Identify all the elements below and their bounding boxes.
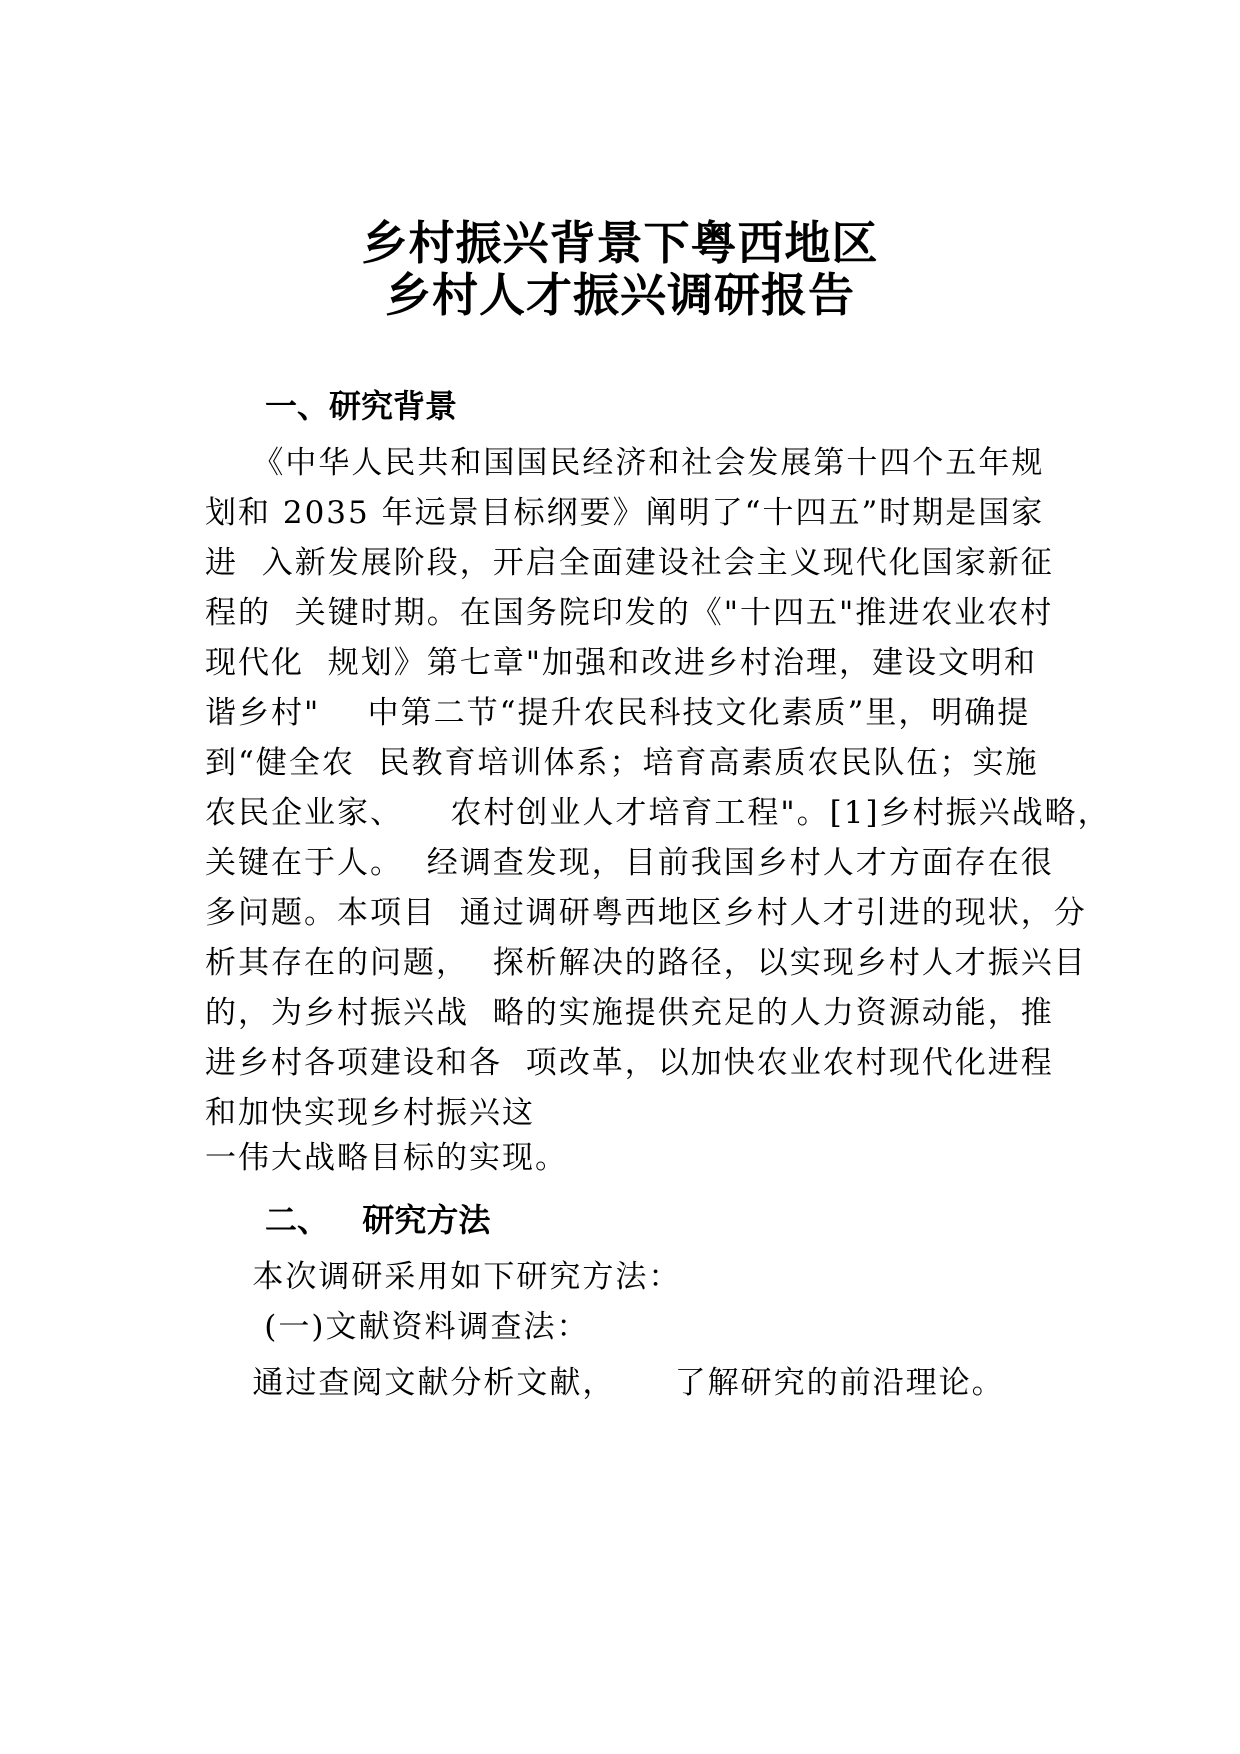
paragraph-line: 的，为乡村振兴战 略的实施提供充足的人力资源动能，推 (205, 995, 1054, 1031)
paragraph-line: 关键在于人。 经调查发现，目前我国乡村人才方面存在很 (205, 845, 1054, 881)
paragraph-line: 和加快实现乡村振兴这 (205, 1095, 535, 1131)
section-heading-background: 一、研究背景 (265, 387, 458, 425)
paragraph-line: 通过查阅文献分析文献， 了解研究的前沿理论。 (205, 1365, 1005, 1401)
paragraph-line: 谐乡村" 中第二节“提升农民科技文化素质”里，明确提 (205, 695, 1031, 731)
paragraph-line: 进 入新发展阶段，开启全面建设社会主义现代化国家新征 (205, 545, 1054, 581)
paragraph-line: 到“健全农 民教育培训体系；培育高素质农民队伍；实施 (205, 745, 1039, 781)
paragraph-line: 程的 关键时期。在国务院印发的《"十四五"推进农业农村 (205, 595, 1054, 631)
paragraph-line: (一)文献资料调查法： (205, 1309, 590, 1345)
paragraph-line: 多问题。本项目 通过调研粤西地区乡村人才引进的现状，分 (205, 895, 1087, 931)
paragraph-line: 析其存在的问题， 探析解决的路径，以实现乡村人才振兴目 (205, 945, 1087, 981)
paragraph-line: 一伟大战略目标的实现。 (205, 1140, 568, 1176)
document-title-line-1: 乡村振兴背景下粤西地区 (361, 216, 879, 270)
paragraph-line: 进乡村各项建设和各 项改革，以加快农业农村现代化进程 (205, 1045, 1054, 1081)
document-title-line-2: 乡村人才振兴调研报告 (385, 268, 855, 322)
section-heading-methods: 二、 研究方法 (265, 1201, 491, 1239)
paragraph-line: 现代化 规划》第七章"加强和改进乡村治理，建设文明和 (205, 645, 1037, 681)
paragraph-line: 划和 2035 年远景目标纲要》阐明了“十四五”时期是国家 (205, 495, 1045, 531)
paragraph-line: 本次调研采用如下研究方法： (205, 1259, 682, 1295)
paragraph-line: 农民企业家、 农村创业人才培育工程"。[1]乡村振兴战略， (205, 795, 1111, 831)
paragraph-line: 《中华人民共和国国民经济和社会发展第十四个五年规 (205, 445, 1045, 481)
